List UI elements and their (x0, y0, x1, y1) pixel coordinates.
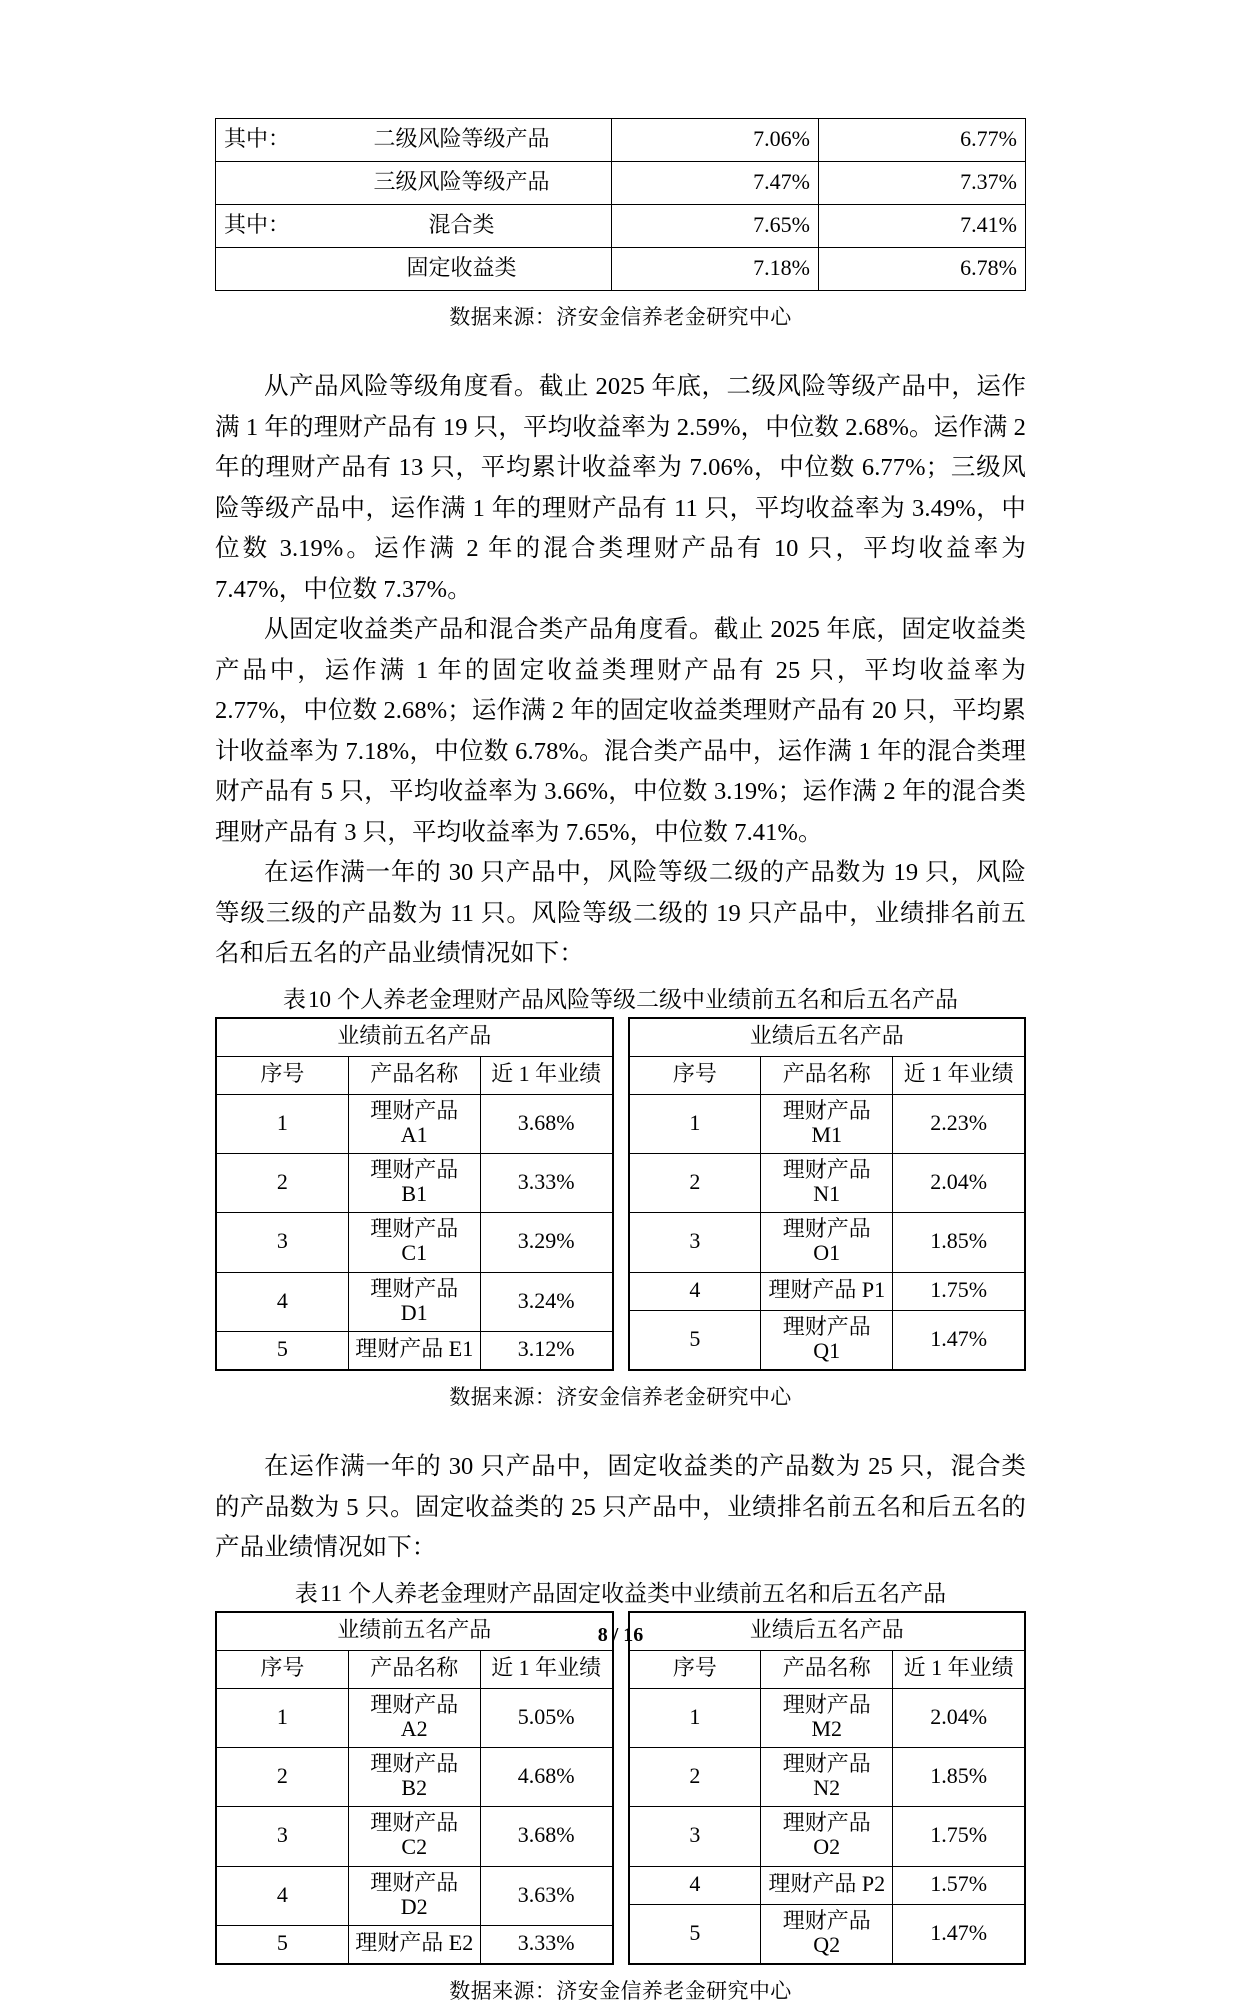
page-number-separator: / (612, 1624, 619, 1646)
cell-index: 2 (216, 1153, 348, 1212)
table-row (216, 205, 1026, 248)
table11-bottom5-table (628, 1611, 1027, 1966)
column-header-product-name: 产品名称 (348, 1650, 480, 1688)
table-row (216, 1153, 613, 1212)
cell-product-name: 理财产品 C2 (348, 1807, 480, 1866)
cell-product-name: 理财产品 D2 (348, 1866, 480, 1925)
row-value-col2: 7.37% (819, 162, 1026, 205)
table-row (629, 1153, 1026, 1212)
column-header-product-name: 产品名称 (348, 1056, 480, 1094)
table-header-row (216, 1018, 613, 1057)
table-row (216, 1747, 613, 1806)
table-row (216, 1332, 613, 1371)
column-header-index: 序号 (216, 1650, 348, 1688)
cell-performance: 1.47% (893, 1310, 1025, 1370)
cell-performance: 3.63% (480, 1866, 612, 1925)
table10-caption (215, 981, 1026, 1014)
cell-product-name: 理财产品 C1 (348, 1213, 480, 1272)
cell-performance: 1.75% (893, 1272, 1025, 1310)
table-row (629, 1807, 1026, 1866)
row-value-col1: 7.65% (612, 205, 819, 248)
paragraph-product-type: 从固定收益类产品和混合类产品角度看。截止 2025 年底，固定收益类产品中，运作满 1 年的固定收益类理财产品有 25 只，平均收益率为 2.77%，中位数 2.68%；运作满 2 年的固定收益类理财产品有 20 只，平均累计收益率为 7.18%，中位数 6.78%。混合类产品中，运作满 1 年的混合类理财产品有 5 只，平均收益率为 3.66%，中位数 3.19%；运作满 2 年的混合类理财产品有 3 只，平均收益率为 7.65%，中位数 7.41%。 (215, 616, 1026, 846)
cell-product-name: 理财产品 N1 (761, 1153, 893, 1212)
cell-performance: 2.04% (893, 1688, 1025, 1747)
column-header-performance: 近 1 年业绩 (480, 1056, 612, 1094)
row-value-col1: 7.18% (612, 248, 819, 291)
row-label: 三级风险等级产品 (373, 169, 550, 195)
table-row (216, 1094, 613, 1153)
table-row (629, 1094, 1026, 1153)
table11-caption-text: 个人养老金理财产品固定收益类中业绩前五名和后五名产品 (348, 1580, 947, 1606)
cell-performance: 3.29% (480, 1213, 612, 1272)
row-value-col1: 7.06% (612, 119, 819, 162)
table-row (216, 1213, 613, 1272)
cell-product-name: 理财产品 N2 (761, 1747, 893, 1806)
table-header-row (629, 1018, 1026, 1057)
table-row (629, 1747, 1026, 1806)
cell-index: 3 (629, 1807, 761, 1866)
cell-product-name: 理财产品 E2 (348, 1926, 480, 1965)
table11 (215, 1611, 1026, 1966)
cell-index: 3 (216, 1807, 348, 1866)
row-prefix: 其中： (224, 212, 291, 238)
paragraph-risk-level: 从产品风险等级角度看。截止 2025 年底，二级风险等级产品中，运作满 1 年的理财产品有 19 只，平均收益率为 2.59%，中位数 2.68%。运作满 2 年的理财产品有 13 只，平均累计收益率为 7.06%，中位数 6.77%；三级风险等级产品中，运作满 1 年的理财产品有 11 只，平均收益率为 3.49%，中位数 3.19%。运作满 2 年的混合类理财产品有 10 只，平均收益率为 7.47%，中位数 7.37%。 (215, 373, 1026, 603)
risk-level-summary-table (215, 118, 1026, 291)
cell-performance: 3.24% (480, 1272, 612, 1331)
cell-product-name: 理财产品 E1 (348, 1332, 480, 1371)
page-footer (0, 1624, 1241, 1647)
table10-left-half (215, 1017, 614, 1372)
table-row (629, 1213, 1026, 1272)
cell-index: 4 (216, 1272, 348, 1331)
cell-performance: 2.23% (893, 1094, 1025, 1153)
cell-index: 2 (629, 1747, 761, 1806)
cell-performance: 1.85% (893, 1213, 1025, 1272)
table-row (629, 1866, 1026, 1904)
table11-top5-table (215, 1611, 614, 1966)
column-header-index: 序号 (629, 1650, 761, 1688)
cell-product-name: 理财产品 P2 (761, 1866, 893, 1904)
cell-index: 4 (629, 1866, 761, 1904)
table-split-divider (614, 1611, 628, 1966)
cell-index: 2 (216, 1747, 348, 1806)
table10-top5-table (215, 1017, 614, 1372)
table10 (215, 1017, 1026, 1372)
row-value-col1: 7.47% (612, 162, 819, 205)
row-label-cell (216, 162, 612, 205)
cell-performance: 1.75% (893, 1807, 1025, 1866)
paragraph-rank-intro-risk: 在运作满一年的 30 只产品中，风险等级二级的产品数为 19 只，风险等级三级的产品数为 11 只。风险等级二级的 19 只产品中，业绩排名前五名和后五名的产品业绩情况如下： (215, 859, 1026, 967)
table10-left-title: 业绩前五名产品 (216, 1018, 613, 1057)
table11-left-title: 业绩前五名产品 (216, 1612, 613, 1651)
column-header-performance: 近 1 年业绩 (893, 1650, 1025, 1688)
table-body (629, 1612, 1026, 1965)
table-row (216, 1926, 613, 1965)
table-header-row (216, 1056, 613, 1094)
table-row (216, 1807, 613, 1866)
row-value-col2: 6.78% (819, 248, 1026, 291)
table-row (216, 1272, 613, 1331)
table-row (216, 162, 1026, 205)
table-row (216, 248, 1026, 291)
cell-product-name: 理财产品 Q1 (761, 1310, 893, 1370)
cell-index: 1 (629, 1688, 761, 1747)
table10-source-note: 数据来源：济安金信养老金研究中心 (449, 1385, 792, 1409)
cell-index: 4 (216, 1866, 348, 1925)
row-label-cell (216, 119, 612, 162)
cell-product-name: 理财产品 Q2 (761, 1904, 893, 1964)
cell-performance: 1.85% (893, 1747, 1025, 1806)
cell-index: 5 (216, 1332, 348, 1371)
column-header-performance: 近 1 年业绩 (480, 1650, 612, 1688)
table11-right-title: 业绩后五名产品 (629, 1612, 1026, 1651)
cell-index: 1 (216, 1688, 348, 1747)
table-source-note: 数据来源：济安金信养老金研究中心 (449, 305, 792, 329)
table-header-row (216, 1650, 613, 1688)
row-label-cell (216, 205, 612, 248)
cell-performance: 5.05% (480, 1688, 612, 1747)
cell-index: 2 (629, 1153, 761, 1212)
table-row (216, 1688, 613, 1747)
cell-performance: 2.04% (893, 1153, 1025, 1212)
row-prefix: 其中： (224, 126, 291, 152)
row-label: 固定收益类 (406, 255, 517, 281)
column-header-performance: 近 1 年业绩 (893, 1056, 1025, 1094)
cell-index: 5 (216, 1926, 348, 1965)
cell-product-name: 理财产品 D1 (348, 1272, 480, 1331)
cell-product-name: 理财产品 A2 (348, 1688, 480, 1747)
row-label-cell (216, 248, 612, 291)
paragraph-rank-intro-fixed-income: 在运作满一年的 30 只产品中，固定收益类的产品数为 25 只，混合类的产品数为 5 只。固定收益类的 25 只产品中，业绩排名前五名和后五名的产品业绩情况如下： (215, 1453, 1026, 1561)
cell-product-name: 理财产品 M2 (761, 1688, 893, 1747)
table11-right-half (628, 1611, 1027, 1966)
table11-source-note: 数据来源：济安金信养老金研究中心 (449, 1979, 792, 2003)
cell-product-name: 理财产品 B2 (348, 1747, 480, 1806)
column-header-product-name: 产品名称 (761, 1056, 893, 1094)
cell-performance: 4.68% (480, 1747, 612, 1806)
table-header-row (629, 1650, 1026, 1688)
column-header-index: 序号 (629, 1056, 761, 1094)
cell-index: 1 (216, 1094, 348, 1153)
cell-index: 4 (629, 1272, 761, 1310)
cell-performance: 3.68% (480, 1094, 612, 1153)
cell-performance: 3.33% (480, 1153, 612, 1212)
cell-index: 5 (629, 1310, 761, 1370)
table-row (629, 1904, 1026, 1964)
cell-product-name: 理财产品 P1 (761, 1272, 893, 1310)
table-row (629, 1688, 1026, 1747)
table-header-row (629, 1056, 1026, 1094)
table-row (629, 1272, 1026, 1310)
cell-performance: 3.12% (480, 1332, 612, 1371)
table10-caption-number: 10 (308, 986, 331, 1012)
table11-caption-number: 11 (319, 1580, 343, 1606)
cell-product-name: 理财产品 O1 (761, 1213, 893, 1272)
table-body (216, 119, 1026, 291)
table10-right-half (628, 1017, 1027, 1372)
cell-index: 5 (629, 1904, 761, 1964)
table10-bottom5-table (628, 1017, 1027, 1372)
row-value-col2: 6.77% (819, 119, 1026, 162)
cell-index: 3 (216, 1213, 348, 1272)
page-number-total: 16 (623, 1624, 644, 1646)
table-body (216, 1612, 613, 1965)
cell-performance: 1.57% (893, 1866, 1025, 1904)
table11-left-half (215, 1611, 614, 1966)
cell-product-name: 理财产品 B1 (348, 1153, 480, 1212)
column-header-index: 序号 (216, 1056, 348, 1094)
cell-index: 1 (629, 1094, 761, 1153)
cell-index: 3 (629, 1213, 761, 1272)
row-label: 二级风险等级产品 (373, 126, 550, 152)
cell-performance: 3.33% (480, 1926, 612, 1965)
cell-product-name: 理财产品 A1 (348, 1094, 480, 1153)
table11-caption-prefix: 表 (294, 1580, 318, 1606)
table-body (216, 1018, 613, 1371)
row-value-col2: 7.41% (819, 205, 1026, 248)
cell-product-name: 理财产品 O2 (761, 1807, 893, 1866)
table-row (216, 119, 1026, 162)
page-number-current: 8 (597, 1624, 608, 1646)
table-row (216, 1866, 613, 1925)
table-split-divider (614, 1017, 628, 1372)
table-body (629, 1018, 1026, 1371)
cell-performance: 1.47% (893, 1904, 1025, 1964)
cell-product-name: 理财产品 M1 (761, 1094, 893, 1153)
row-label: 混合类 (428, 212, 495, 238)
table-row (629, 1310, 1026, 1370)
table10-caption-prefix: 表 (283, 986, 306, 1012)
cell-performance: 3.68% (480, 1807, 612, 1866)
table10-right-title: 业绩后五名产品 (629, 1018, 1026, 1057)
column-header-product-name: 产品名称 (761, 1650, 893, 1688)
table11-caption (215, 1575, 1026, 1608)
table10-caption-text: 个人养老金理财产品风险等级二级中业绩前五名和后五名产品 (337, 986, 958, 1012)
